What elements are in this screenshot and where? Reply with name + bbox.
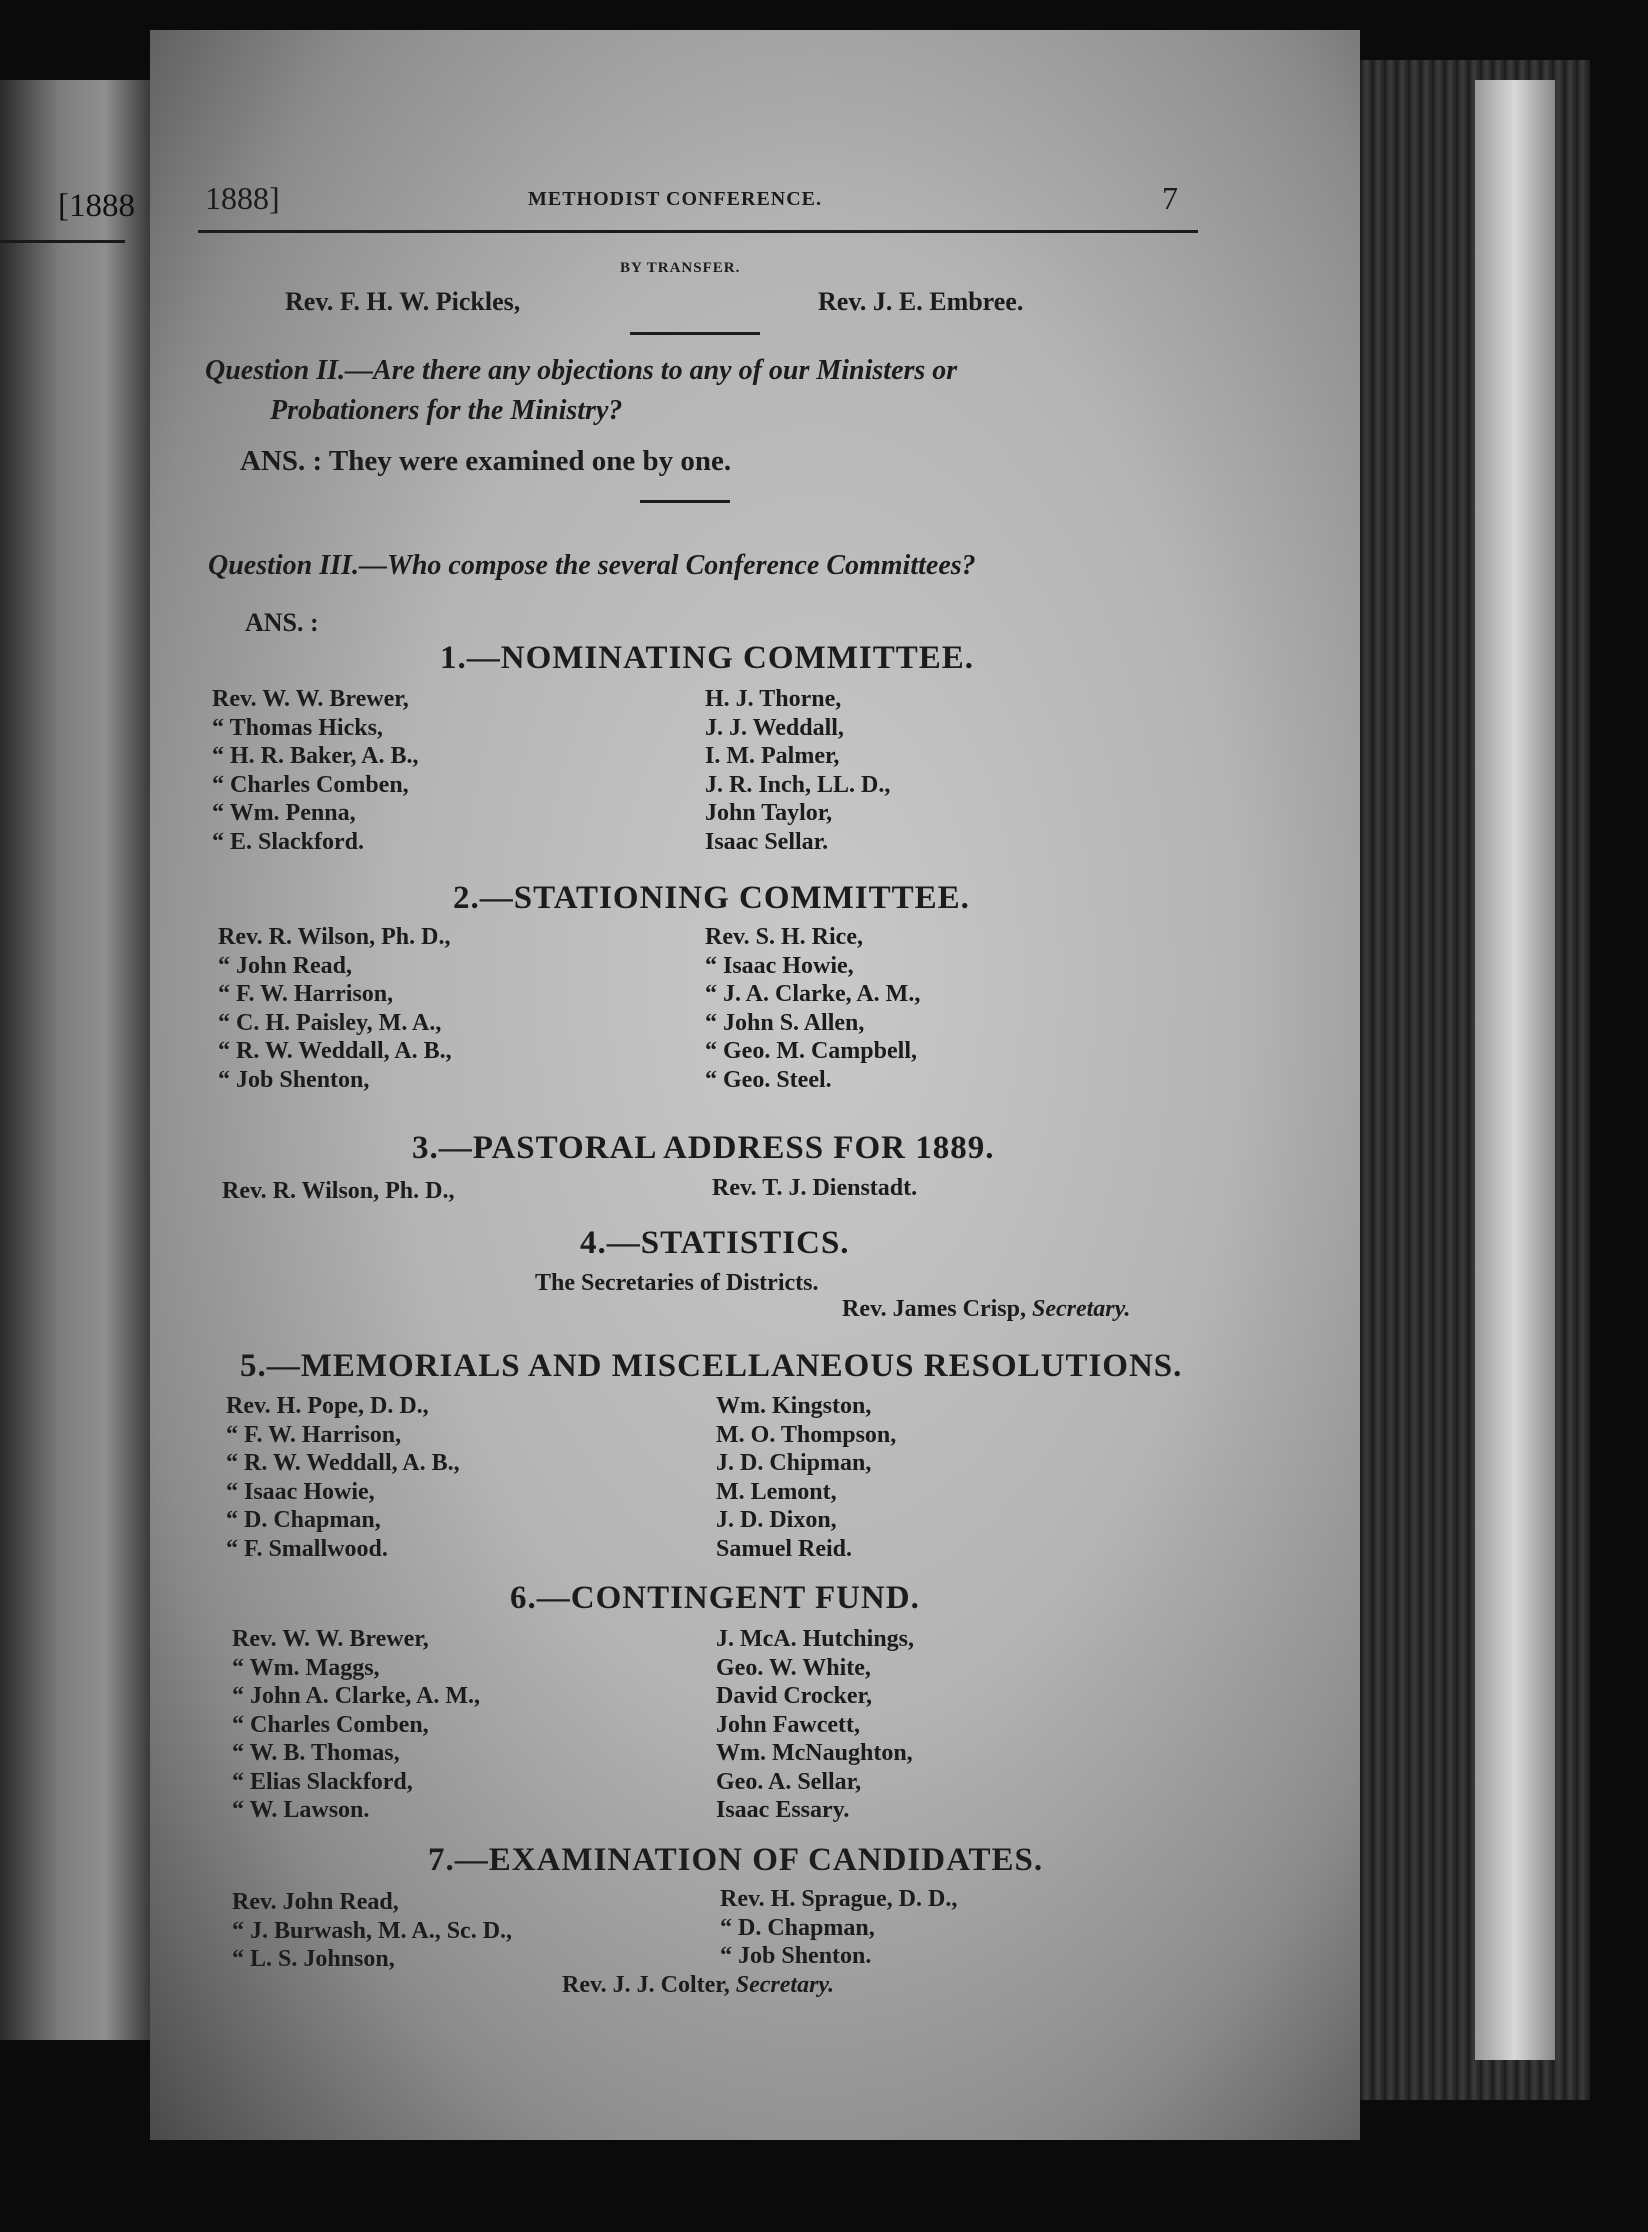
list-item: David Crocker, xyxy=(716,1683,872,1709)
list-item: Geo. W. White, xyxy=(716,1654,871,1681)
list-item: “ Wm. Maggs, xyxy=(232,1654,380,1681)
list-item: John Fawcett, xyxy=(716,1711,860,1738)
list-item: “ F. W. Harrison, xyxy=(218,981,394,1007)
header-rule xyxy=(198,230,1198,233)
list-item: “ John A. Clarke, A. M., xyxy=(232,1683,481,1709)
list-item: “ Geo. M. Campbell, xyxy=(705,1038,917,1064)
list-item: “ H. R. Baker, A. B., xyxy=(212,743,419,769)
list-item: Isaac Sellar. xyxy=(705,828,829,855)
examination-right-column xyxy=(720,1885,957,1971)
list-item: “ J. Burwash, M. A., Sc. D., xyxy=(232,1917,513,1944)
list-item: “ W. Lawson. xyxy=(232,1797,370,1823)
list-item: “ F. Smallwood. xyxy=(226,1535,388,1562)
list-item: “ Geo. Steel. xyxy=(705,1066,832,1093)
list-item: Rev. H. Pope, D. D., xyxy=(226,1393,429,1419)
section-title-pastoral-address: 3.—PASTORAL ADDRESS FOR 1889. xyxy=(412,1130,995,1166)
nominating-right-column xyxy=(705,685,890,856)
list-item: Rev. W. W. Brewer, xyxy=(212,686,409,712)
list-item: Rev. S. H. Rice, xyxy=(705,924,863,950)
contingent-left-column xyxy=(232,1625,480,1825)
list-item: “ Job Shenton, xyxy=(218,1066,370,1093)
list-item: “ Thomas Hicks, xyxy=(212,714,383,741)
list-item: Samuel Reid. xyxy=(716,1535,853,1562)
question-3-answer-label: ANS. : xyxy=(245,608,319,637)
page-7 xyxy=(150,30,1360,2140)
list-item: “ R. W. Weddall, A. B., xyxy=(226,1450,460,1476)
section-title-stationing: 2.—STATIONING COMMITTEE. xyxy=(453,880,970,916)
question-2-answer: ANS. : They were examined one by one. xyxy=(240,445,732,477)
nominating-left-column xyxy=(212,685,418,856)
list-item: “ Isaac Howie, xyxy=(705,952,854,979)
list-item: M. O. Thompson, xyxy=(716,1421,897,1448)
pastoral-left: Rev. R. Wilson, Ph. D., xyxy=(222,1178,455,1204)
memorials-left-column xyxy=(226,1392,460,1563)
list-item: “ R. W. Weddall, A. B., xyxy=(218,1038,452,1064)
examination-left-column xyxy=(232,1888,512,1974)
left-page-rule xyxy=(0,240,125,243)
list-item: “ J. A. Clarke, A. M., xyxy=(705,981,921,1007)
list-item: “ Elias Slackford, xyxy=(232,1768,413,1795)
divider xyxy=(640,500,730,503)
list-item: “ Isaac Howie, xyxy=(226,1478,375,1505)
section-title-memorials: 5.—MEMORIALS AND MISCELLANEOUS RESOLUTIONS. xyxy=(240,1348,1183,1384)
question-3: Question III.—Who compose the several Conference Committees? xyxy=(208,550,976,581)
list-item: “ Charles Comben, xyxy=(212,771,409,798)
left-page-header: [1888 xyxy=(58,188,135,224)
list-item: Rev. W. W. Brewer, xyxy=(232,1626,429,1652)
stationing-right-column xyxy=(705,923,920,1094)
list-item: J. D. Chipman, xyxy=(716,1450,872,1476)
list-item: Wm. Kingston, xyxy=(716,1393,872,1419)
transfer-label: BY TRANSFER. xyxy=(620,260,741,276)
secretary-role: Secretary. xyxy=(735,1972,835,1998)
header-year: 1888] xyxy=(205,180,280,216)
left-facing-page xyxy=(0,80,150,2040)
list-item: “ D. Chapman, xyxy=(720,1914,875,1941)
list-item: J. McA. Hutchings, xyxy=(716,1626,914,1652)
list-item: John Taylor, xyxy=(705,800,833,826)
book-page-edges xyxy=(1360,60,1590,2100)
page-number: 7 xyxy=(1162,180,1178,216)
list-item: “ John Read, xyxy=(218,952,353,979)
list-item: Isaac Essary. xyxy=(716,1797,850,1823)
list-item: Rev. H. Sprague, D. D., xyxy=(720,1886,958,1912)
list-item: J. J. Weddall, xyxy=(705,714,844,741)
section-title-contingent-fund: 6.—CONTINGENT FUND. xyxy=(510,1580,920,1616)
examination-secretary xyxy=(562,1972,834,1999)
list-item: “ L. S. Johnson, xyxy=(232,1946,395,1972)
list-item: “ W. B. Thomas, xyxy=(232,1740,400,1766)
transfer-left: Rev. F. H. W. Pickles, xyxy=(285,287,521,316)
contingent-right-column xyxy=(716,1625,914,1825)
secretary-name: Rev. James Crisp, xyxy=(842,1296,1026,1322)
question-2-line-1: Question II.—Are there any objections to any of our Ministers or xyxy=(205,355,958,386)
list-item: M. Lemont, xyxy=(716,1478,837,1505)
list-item: “ D. Chapman, xyxy=(226,1507,381,1533)
list-item: J. R. Inch, LL. D., xyxy=(705,771,891,798)
divider xyxy=(630,332,760,335)
list-item: “ F. W. Harrison, xyxy=(226,1421,402,1448)
transfer-right: Rev. J. E. Embree. xyxy=(818,287,1024,316)
pastoral-right: Rev. T. J. Dienstadt. xyxy=(712,1175,918,1201)
list-item: “ C. H. Paisley, M. A., xyxy=(218,1009,442,1036)
memorials-right-column xyxy=(716,1392,896,1563)
list-item: “ Job Shenton. xyxy=(720,1943,872,1969)
statistics-line: The Secretaries of Districts. xyxy=(535,1270,819,1296)
secretary-role: Secretary. xyxy=(1031,1296,1131,1322)
list-item: Wm. McNaughton, xyxy=(716,1740,913,1766)
list-item: Geo. A. Sellar, xyxy=(716,1768,862,1795)
list-item: Rev. R. Wilson, Ph. D., xyxy=(218,924,451,950)
header-title: METHODIST CONFERENCE. xyxy=(528,188,823,210)
statistics-secretary xyxy=(842,1296,1130,1323)
secretary-name: Rev. J. J. Colter, xyxy=(562,1972,730,1998)
question-2-line-2: Probationers for the Ministry? xyxy=(270,395,623,426)
list-item: Rev. John Read, xyxy=(232,1889,399,1915)
list-item: “ Charles Comben, xyxy=(232,1711,429,1738)
section-title-statistics: 4.—STATISTICS. xyxy=(580,1225,850,1261)
list-item: “ E. Slackford. xyxy=(212,828,365,855)
list-item: I. M. Palmer, xyxy=(705,743,840,769)
list-item: “ Wm. Penna, xyxy=(212,800,356,826)
stationing-left-column xyxy=(218,923,452,1094)
list-item: “ John S. Allen, xyxy=(705,1009,865,1036)
section-title-nominating: 1.—NOMINATING COMMITTEE. xyxy=(440,640,974,676)
list-item: H. J. Thorne, xyxy=(705,686,842,712)
section-title-examination: 7.—EXAMINATION OF CANDIDATES. xyxy=(428,1842,1044,1878)
list-item: J. D. Dixon, xyxy=(716,1507,837,1533)
